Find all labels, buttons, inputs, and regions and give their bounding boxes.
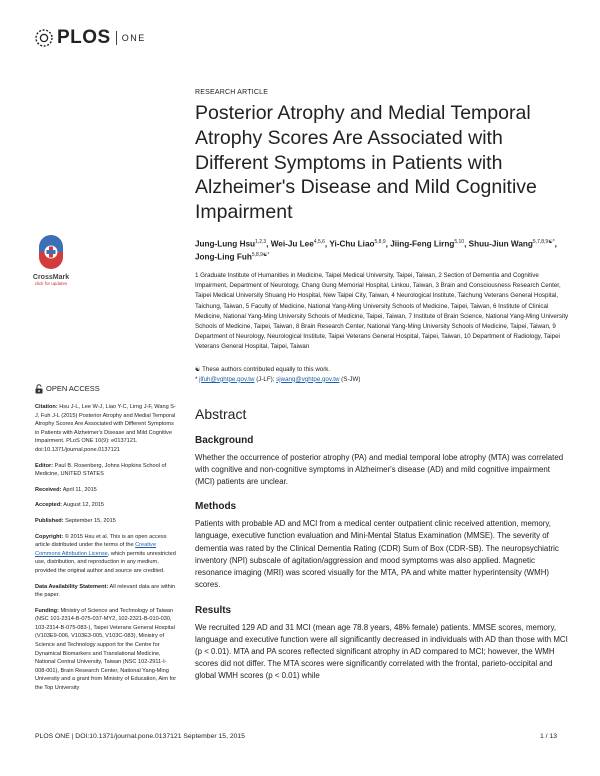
section-heading-background: Background: [195, 434, 254, 446]
abstract-heading: Abstract: [195, 405, 247, 422]
crossmark-icon: [36, 233, 66, 273]
author-affiliation-sup: 5,10: [454, 238, 465, 245]
license-link[interactable]: Creative Commons Attribution License: [35, 542, 156, 557]
author-list: Jung-Lung Hsu$^{1,2,3}$, Wei-Ju Lee$^{4,5,6}$, Yi-Chu Liao$^{5,8,9}$, Jiing-Feng Lirng$^{5,10}$, Shuu-Jiun Wang$^{5,7,8,9☯*}$, Jong-Ling Fuh$^{5,8,9☯*}$: [195, 238, 557, 262]
author-notes: [195, 365, 569, 385]
logo-journal-text: ONE: [121, 33, 146, 43]
plos-one-logo: [34, 27, 146, 49]
article-main: [195, 89, 569, 683]
email-link-sjwang[interactable]: sjwang@vghtpe.gov.tw: [276, 375, 340, 383]
funding-label: Funding:: [35, 607, 59, 614]
data-availability-label: Data Availability Statement:: [35, 583, 109, 590]
sidebar-metadata: [35, 383, 177, 700]
section-heading-results: Results: [195, 604, 232, 616]
author-affiliation-sup: 4,5,6: [313, 238, 325, 245]
author-name[interactable]: Jiing-Feng Lirng: [390, 239, 455, 249]
author-name[interactable]: Shuu-Jiun Wang: [468, 239, 533, 249]
crossmark-label: CrossMark: [32, 274, 70, 281]
crossmark-link[interactable]: click for updates: [34, 281, 68, 286]
published-date: September 15, 2015: [65, 517, 116, 524]
author-affiliation-sup: 5,7,8,9☯*: [532, 238, 555, 245]
open-access-badge: [35, 384, 177, 394]
author-name[interactable]: Jung-Lung Hsu: [195, 239, 256, 249]
author-name[interactable]: Wei-Ju Lee: [270, 239, 314, 249]
editor-label: Editor:: [35, 462, 54, 469]
copyright-label: Copyright:: [35, 533, 64, 540]
author-affiliation-sup: 1,2,3: [255, 238, 267, 245]
editor-text: Paul B. Rosenberg, Johns Hopkins School of Medicine, UNITED STATES: [35, 462, 167, 478]
article-title: Posterior Atrophy and Medial Temporal Atrophy Scores Are Associated with Different Symptoms in Patients with Alzheimer's Disease and Mild Cognitive Impairment: [195, 102, 537, 224]
author-name[interactable]: Jong-Ling Fuh: [195, 252, 252, 262]
article-type: RESEARCH ARTICLE: [195, 89, 269, 96]
email-tag: (S-JW): [339, 375, 361, 383]
accepted-label: Accepted:: [35, 502, 63, 509]
author-affiliation-sup: 5,8,9☯*: [251, 252, 270, 259]
citation-block: [35, 403, 177, 455]
published-label: Published:: [35, 517, 64, 524]
crossmark-badge[interactable]: [28, 233, 74, 286]
funding-block: [35, 607, 177, 693]
received-date: April 11, 2015: [62, 486, 97, 493]
editor-block: [35, 462, 177, 479]
received-block: [35, 486, 177, 495]
funding-text: Ministry of Science and Technology of Taiwan (NSC 101-2314-B-075-037-MY2, 102-2321-B-010-030, 103-2314-B-075-083-), Taipei Veterans General Hospital (V103E9-006, V103E3-005, V103C-083), Ministry of Science and Technology support for the Centre for Dynamical Biomarkers and Translational Medicine, National Central University, Taiwan (NSC 102-2911-I-008-001), Brain Research Center, National Yang-Ming University and a grant from Ministry of Education, Aim for the Top University: [35, 607, 177, 692]
accepted-date: August 12, 2015: [63, 502, 105, 509]
email-tag: (J-LF);: [254, 375, 277, 383]
email-link-jlfuh[interactable]: jlfuh@vghtpe.gov.tw: [199, 375, 255, 383]
citation-text: Hsu J-L, Lee W-J, Liao Y-C, Lirng J-F, Wang S-J, Fuh J-L (2015) Posterior Atrophy and Medial Temporal Atrophy Scores Are Associated with Different Symptoms in Patients with Alzheimer's Disease and Mild Cognitive Impairment. PLoS ONE 10(9): e0137121. doi:10.1371/journal.pone.0137121: [35, 404, 176, 453]
author-affiliation-sup: 5,8,9: [374, 238, 386, 245]
open-access-label: OPEN ACCESS: [46, 383, 100, 393]
published-block: [35, 517, 177, 526]
equal-contribution-note: ☯ These authors contributed equally to this work.: [195, 365, 331, 373]
section-heading-methods: Methods: [195, 501, 237, 513]
corresponding-emails: * jlfuh@vghtpe.gov.tw (J-LF); sjwang@vghtpe.gov.tw (S-JW): [195, 375, 361, 383]
section-text-background: Whether the occurrence of posterior atrophy (PA) and medial temporal lobe atrophy (MTA) was correlated with cognitive and non-cognitive symptoms in Alzheimer's disease (AD) and mild cognitive impairment (MCI) patients are unclear.: [195, 452, 564, 487]
logo-divider: [116, 31, 117, 45]
copyright-text-post: , which permits unrestricted use, distribution, and reproduction in any medium, provided the original author and source are credited.: [35, 550, 176, 574]
plos-logo-icon: [34, 28, 54, 48]
copyright-text-pre: © 2015 Hsu et al. This is an open access article distributed under the terms of the: [35, 533, 167, 549]
footer-citation: PLOS ONE | DOI:10.1371/journal.pone.0137121 September 15, 2015: [35, 733, 245, 740]
author-name[interactable]: Yi-Chu Liao: [329, 239, 375, 249]
received-label: Received:: [35, 486, 62, 493]
section-text-methods: Patients with probable AD and MCI from a medical center outpatient clinic received attention, memory, language, executive function evaluation and Mini-Mental Status Examination (MMSE). The severity of dementia was rated by the Clinical Dementia Rating (CDR) Sum of Box (CDR-SB). The neuropsychiatric inventory (NPI) subscale of agitation/aggression and mood symptoms was also applied. Magnetic resonance imaging (MRI) was scored visually for the MTA, PA and white matter hyperintensity (WMH) scores.: [195, 519, 559, 590]
data-availability-text: All relevant data are within the paper.: [35, 583, 176, 599]
accepted-block: [35, 501, 177, 510]
data-availability-block: [35, 583, 177, 600]
unlock-icon: [35, 384, 43, 394]
citation-label: Citation:: [35, 404, 58, 410]
affiliations: 1 Graduate Institute of Humanities in Medicine, Taipei Medical University, Taipei, Taiwan, 2 Section of Dementia and Cognitive Impairment, Department of Neurology, Chang Gung Memorial Hospital, Linkou, Taiwan, 3 Brain and Consciousness Research Center, Taipei Medical University Shuang Ho Hospital, New Taipei City, Taiwan, 4 Neurological Institute, Taichung Veterans General Hospital, Taichung, Taiwan, 5 Faculty of Medicine, National Yang-Ming University Schools of Medicine, Taipei, Taiwan, 6 Institute of Clinical Medicine, National Yang-Ming University Schools of Medicine, Taipei, Taiwan, 7 Institute of Brain Science, National Yang-Ming University Schools of Medicine, Taipei, Taiwan, 8 Brain Research Center, National Yang-Ming University Schools of Medicine, Taipei, Taiwan, 9 Department of Neurology, Neurological Institute, Taipei Veterans General Hospital, Taipei, Taiwan, 10 Department of Radiology, Taipei Veterans General Hospital, Taipei, Taiwan: [195, 272, 569, 351]
copyright-block: [35, 533, 177, 576]
section-text-results: We recruited 129 AD and 31 MCI (mean age 78.8 years, 48% female) patients. MMSE scores, memory, language and executive function were all significantly decreased in individuals with AD than those with MCI (p < 0.01). MTA and PA scores reflected significant atrophy in AD compared to MCI; however, the WMH scores did not differ. The MTA scores were significantly correlated with the frontal, parieto-occipital and global WMH scores (p < 0.01) while: [195, 622, 568, 681]
logo-plos-text: PLOS: [57, 27, 111, 48]
page-number: 1 / 13: [540, 733, 558, 740]
